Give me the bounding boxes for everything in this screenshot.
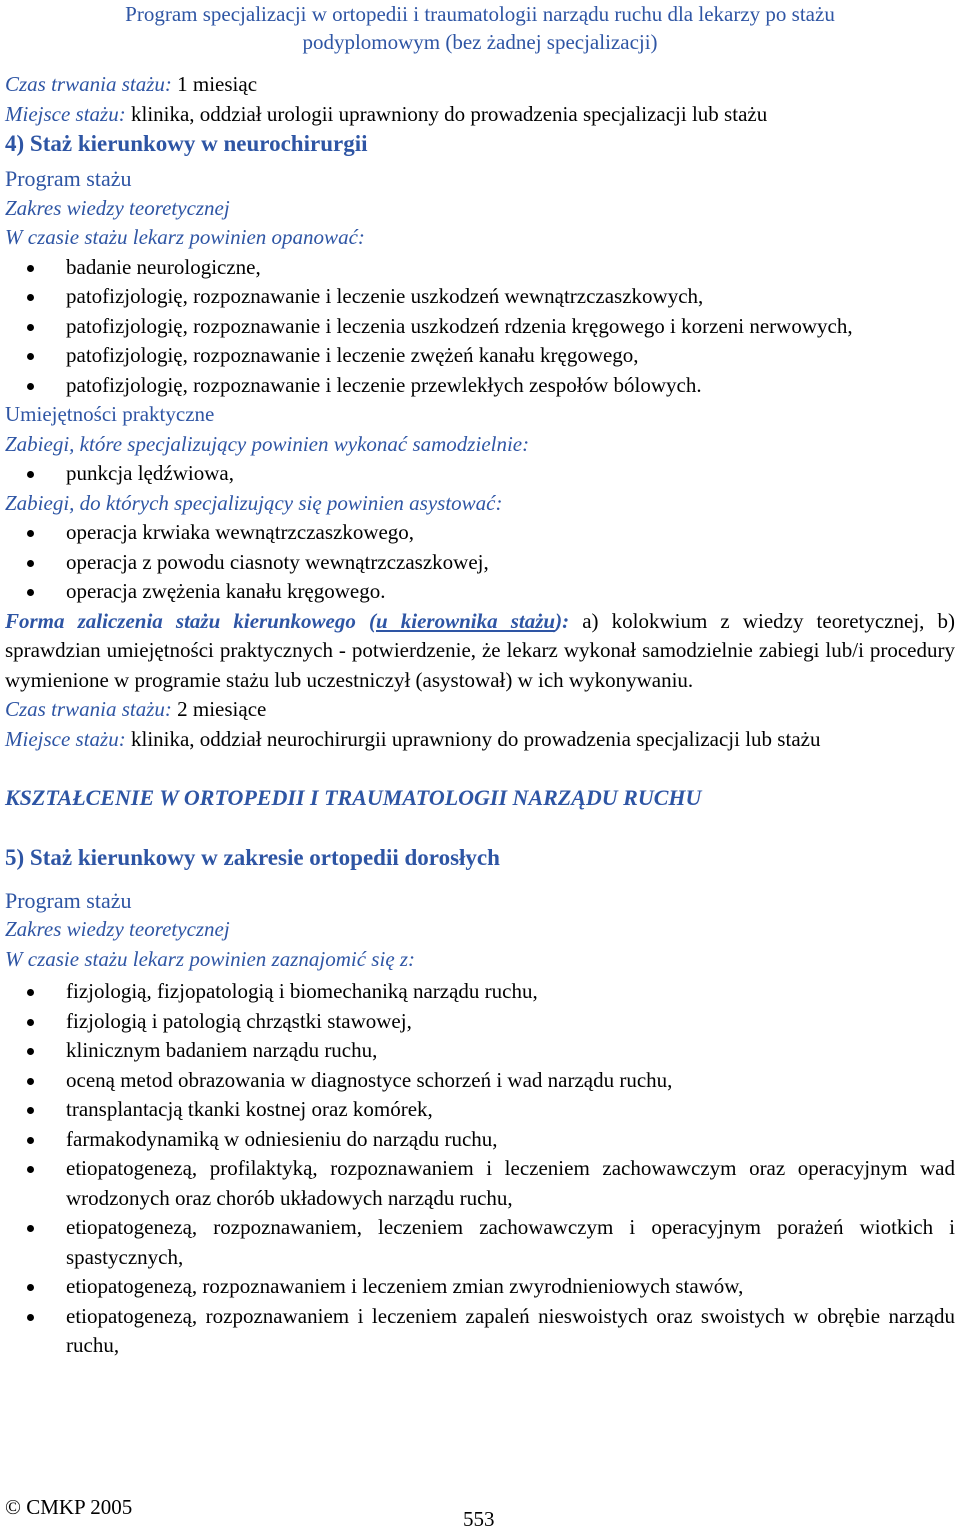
bullet-icon — [27, 1225, 34, 1232]
list-item: farmakodynamiką w odniesieniu do narządu ruchu, — [5, 1125, 955, 1155]
list-item: fizjologią, fizjopatologią i biomechaniką narządu ruchu, — [5, 977, 955, 1007]
page-number: 553 — [463, 1507, 495, 1531]
bullet-icon — [27, 324, 34, 331]
list-item: etiopatogenezą, rozpoznawaniem i leczeniem zmian zwyrodnieniowych stawów, — [5, 1272, 955, 1302]
list-item: klinicznym badaniem narządu ruchu, — [5, 1036, 955, 1066]
section-4-assist-list — [5, 518, 955, 607]
document-page — [5, 0, 955, 1361]
section-5-title: 5) Staż kierunkowy w zakresie ortopedii dorosłych — [5, 844, 500, 870]
section-4-intro: W czasie stażu lekarz powinien opanować: — [5, 225, 365, 249]
list-item: patofizjologię, rozpoznawanie i leczenia uszkodzeń rdzenia kręgowego i korzeni nerwowych, — [5, 312, 955, 342]
list-item: operacja zwężenia kanału kręgowego. — [5, 577, 955, 607]
section-5-theory-heading: Zakres wiedzy teoretycznej — [5, 917, 230, 941]
section-4-independent-intro: Zabiegi, które specjalizujący powinien wykonać samodzielnie: — [5, 431, 530, 456]
bullet-icon — [27, 471, 34, 478]
bullet-icon — [27, 1078, 34, 1085]
list-item: transplantacją tkanki kostnej oraz komórek, — [5, 1095, 955, 1125]
duration-value: 1 miesiąc — [171, 72, 258, 96]
duration-label: Czas trwania stażu: — [5, 72, 172, 96]
bullet-icon — [27, 1137, 34, 1144]
header-line-1: Program specjalizacji w ortopedii i traumatologii narządu ruchu dla lekarzy po stażu — [125, 2, 835, 26]
bullet-icon — [27, 1166, 34, 1173]
section-4-assessment: Forma zaliczenia stażu kierunkowego (u kierownika stażu): a) kolokwium z wiedzy teoretycznej, b) sprawdzian umiejętności praktycznych - potwierdzenie, że lekarz wykonał samodzielnie zabiegi lub/i procedury wymienione w programie stażu lub uczestniczył (asystował) w ich wykonywaniu. — [5, 608, 956, 692]
bullet-icon — [27, 265, 34, 272]
list-item: oceną metod obrazowania w diagnostyce schorzeń i wad narządu ruchu, — [5, 1066, 955, 1096]
list-item: patofizjologię, rozpoznawanie i leczenie przewlekłych zespołów bólowych. — [5, 371, 955, 401]
section-5-theory-list — [5, 977, 955, 1361]
list-item: badanie neurologiczne, — [5, 253, 955, 283]
prev-duration — [5, 70, 955, 100]
bullet-icon — [27, 1048, 34, 1055]
training-heading: KSZTAŁCENIE W ORTOPEDII I TRAUMATOLOGII NARZĄDU RUCHU — [5, 785, 702, 810]
section-4-program: Program stażu — [5, 166, 132, 191]
section-4-title: 4) Staż kierunkowy w neurochirurgii — [5, 131, 368, 156]
section-4-independent-list — [5, 459, 955, 489]
bullet-icon — [27, 1107, 34, 1114]
section-5-intro: W czasie stażu lekarz powinien zaznajomić się z: — [5, 946, 416, 971]
bullet-icon — [27, 530, 34, 537]
section-4-theory-heading: Zakres wiedzy teoretycznej — [5, 195, 230, 220]
list-item: patofizjologię, rozpoznawanie i leczenie uszkodzeń wewnątrzczaszkowych, — [5, 282, 955, 312]
list-item: patofizjologię, rozpoznawanie i leczenie zwężeń kanału kręgowego, — [5, 341, 955, 371]
location-value: klinika, oddział urologii uprawniony do prowadzenia specjalizacji lub stażu — [125, 101, 768, 126]
list-item: etiopatogenezą, rozpoznawaniem i leczeniem zapaleń nieswoistych oraz swoistych w obrębie narządu ruchu, — [5, 1302, 955, 1361]
bullet-icon — [27, 294, 34, 301]
bullet-icon — [27, 560, 34, 567]
list-item: operacja krwiaka wewnątrzczaszkowego, — [5, 518, 955, 548]
section-4-location: Miejsce stażu: klinika, oddział neurochirurgii uprawniony do prowadzenia specjalizacji lub stażu — [5, 726, 821, 751]
prev-location — [5, 100, 955, 130]
page-header — [1, 0, 959, 56]
section-4-theory-list — [5, 253, 955, 401]
list-item: etiopatogenezą, profilaktyką, rozpoznawaniem i leczeniem zachowawczym oraz operacyjnym wad wrodzonych oraz chorób układowych narządu ruchu, — [5, 1154, 955, 1213]
footer-copyright: © CMKP 2005 — [5, 1495, 133, 1519]
bullet-icon — [27, 1019, 34, 1026]
section-4-duration: Czas trwania stażu: 2 miesiące — [5, 697, 267, 721]
list-item: operacja z powodu ciasnoty wewnątrzczaszkowej, — [5, 548, 955, 578]
section-5-program: Program stażu — [5, 887, 132, 913]
section-4-skills-heading: Umiejętności praktyczne — [5, 402, 215, 426]
bullet-icon — [27, 589, 34, 596]
section-4-assist-intro: Zabiegi, do których specjalizujący się powinien asystować: — [5, 490, 503, 515]
header-line-2: podyplomowym (bez żadnej specjalizacji) — [302, 30, 658, 54]
bullet-icon — [27, 989, 34, 996]
list-item: etiopatogenezą, rozpoznawaniem, leczeniem zachowawczym i operacyjnym porażeń wiotkich i spastycznych, — [5, 1213, 955, 1272]
location-label: Miejsce stażu: — [5, 101, 126, 126]
list-item: punkcja lędźwiowa, — [5, 459, 955, 489]
bullet-icon — [27, 353, 34, 360]
list-item: fizjologią i patologią chrząstki stawowej, — [5, 1007, 955, 1037]
bullet-icon — [27, 1284, 34, 1291]
bullet-icon — [27, 383, 34, 390]
bullet-icon — [27, 1314, 34, 1321]
